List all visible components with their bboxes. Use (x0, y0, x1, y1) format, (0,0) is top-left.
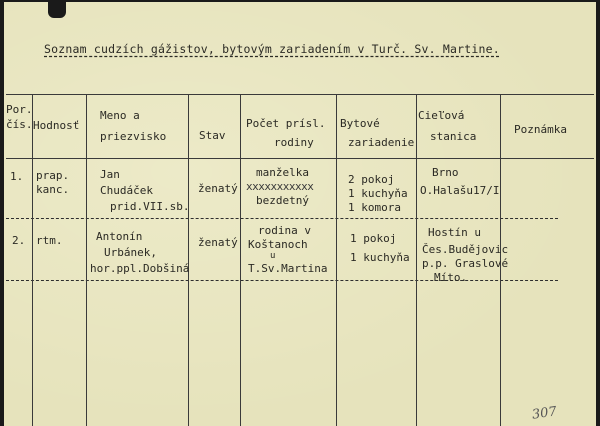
row-1-pocet: manželka xxxxxxxxxxx bezdetný (246, 166, 314, 207)
row-1-bytove: 2 pokoj 1 kuchyňa 1 komora (348, 173, 408, 214)
table-top-border (6, 94, 594, 95)
col-divider-5 (336, 94, 337, 426)
header-bytove: Bytové zariadenie (340, 117, 415, 149)
col-divider-4 (240, 94, 241, 426)
row-1-stav: ženatý (198, 182, 238, 195)
row-1-meno: Jan Chudáček prid.VII.sb. (100, 168, 190, 213)
header-por: Por. čís. (6, 103, 33, 131)
row-2-stav: ženatý (198, 236, 238, 249)
binder-tab-mark (48, 2, 66, 18)
header-pocet: Počet prísl. rodiny (246, 117, 326, 149)
row-2-bytove: 1 pokoj 1 kuchyňa (350, 232, 410, 264)
header-meno: Meno a priezvisko (100, 109, 167, 143)
row-1-hodnost: prap. kanc. (36, 169, 70, 196)
row-1-por: 1. (10, 170, 24, 183)
page-number: 307 (531, 404, 558, 423)
row-1-bottom-border (6, 218, 558, 219)
row-2-meno: Antonín Urbánek, hor.ppl.Dobšiná (90, 230, 190, 275)
row-2-hodnost: rtm. (36, 234, 63, 247)
row-2-pocet: rodina v Koštanoch u T.Sv.Martina (248, 224, 328, 275)
document-sheet (4, 2, 596, 426)
header-bottom-border (6, 158, 594, 159)
document-title: Soznam cudzích gážistov, bytovým zariadením v Turč. Sv. Martine. (44, 42, 500, 56)
col-divider-1 (32, 94, 33, 426)
col-divider-6 (416, 94, 417, 426)
header-poznamka: Poznámka (514, 123, 567, 136)
header-stav: Stav (199, 129, 226, 142)
row-1-cielova: Brno O.Halašu17/I (420, 166, 500, 197)
row-2-por: 2. (12, 234, 26, 247)
row-2-cielova: Hostín u Čes.Budějovic p.p. Graslové Míto. (422, 226, 509, 284)
col-divider-2 (86, 94, 87, 426)
header-cielova: Cieľová stanica (418, 109, 477, 143)
header-hodnost: Hodnosť (33, 119, 80, 132)
